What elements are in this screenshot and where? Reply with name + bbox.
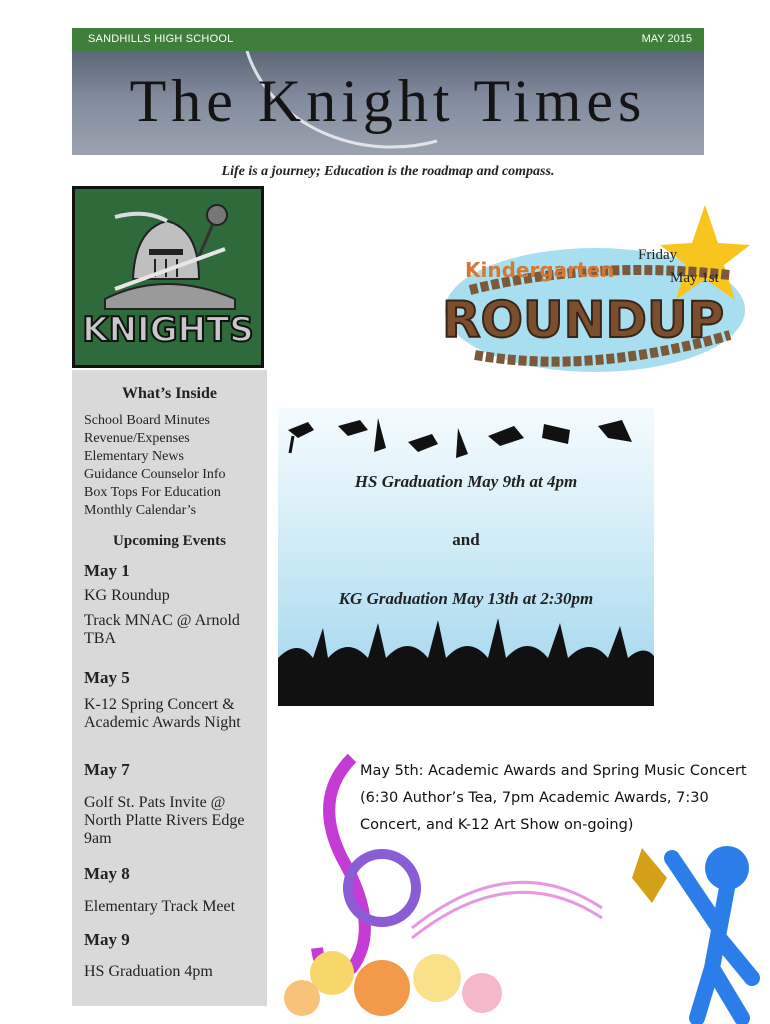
- kg-graduation-text: KG Graduation May 13th at 2:30pm: [338, 589, 594, 608]
- whats-inside-heading: What’s Inside: [122, 385, 217, 402]
- header-bar: [72, 28, 704, 51]
- event-item: KG Roundup: [84, 587, 170, 604]
- sidebar: [72, 370, 267, 1006]
- event-item: K-12 Spring Concert & Academic Awards Night: [84, 696, 241, 731]
- inside-item: Revenue/Expenses: [84, 431, 190, 446]
- logo-text: KNIGHTS: [82, 310, 254, 350]
- inside-item: School Board Minutes: [84, 413, 210, 428]
- event-date: May 7: [84, 760, 130, 779]
- graduation-graphic: [278, 408, 654, 706]
- inside-item: Box Tops For Education: [84, 485, 221, 500]
- kindergarten-roundup-graphic: [430, 205, 750, 375]
- knights-logo: [72, 186, 264, 368]
- inside-item: Monthly Calendar’s: [84, 503, 197, 518]
- issue-date: MAY 2015: [641, 33, 692, 45]
- roundup-day: Friday: [638, 247, 678, 263]
- school-name: SANDHILLS HIGH SCHOOL: [88, 33, 234, 45]
- graduation-silhouettes: [278, 408, 654, 706]
- kindergarten-text: Kindergarten: [465, 258, 615, 282]
- event-date: May 1: [84, 561, 130, 580]
- newsletter-title: The Knight Times: [129, 68, 647, 134]
- roundup-text: ROUNDUP: [442, 291, 725, 349]
- upcoming-events-heading: Upcoming Events: [113, 533, 226, 549]
- event-item: Golf St. Pats Invite @ North Platte Rivers Edge 9am: [84, 794, 245, 847]
- event-item: HS Graduation 4pm: [84, 963, 213, 980]
- event-item: Track MNAC @ Arnold TBA: [84, 612, 240, 647]
- and-text: and: [452, 530, 480, 549]
- motto: Life is a journey; Education is the roadmap and compass.: [221, 164, 555, 179]
- title-banner: [72, 51, 704, 155]
- inside-item: Elementary News: [84, 449, 184, 464]
- event-date: May 5: [84, 668, 130, 687]
- roundup-date: May 1st: [670, 270, 719, 286]
- concert-text: May 5th: Academic Awards and Spring Music Concert (6:30 Author’s Tea, 7pm Academic Awards, 7:30 Concert, and K-12 Art Show on-going): [360, 763, 747, 833]
- inside-item: Guidance Counselor Info: [84, 467, 226, 482]
- event-item: Elementary Track Meet: [84, 898, 236, 915]
- hs-graduation-text: HS Graduation May 9th at 4pm: [354, 472, 578, 491]
- event-date: May 8: [84, 864, 130, 883]
- event-date: May 9: [84, 930, 130, 949]
- knight-mascot-image: [75, 189, 261, 365]
- roundup-artwork: [430, 205, 750, 375]
